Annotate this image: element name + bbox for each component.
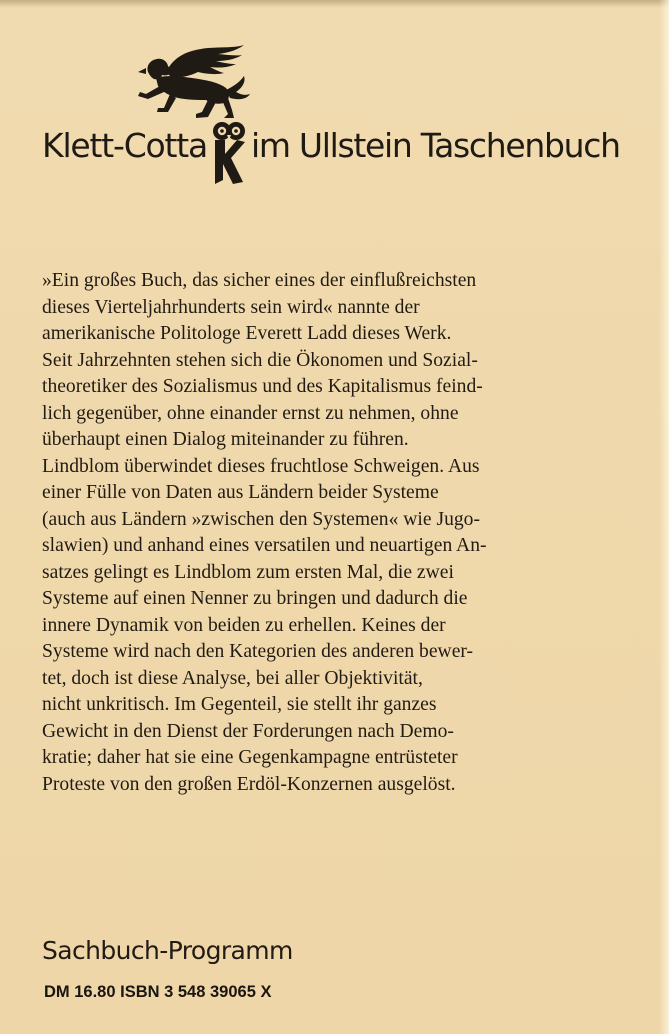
blurb-line: theoretiker des Sozialismus und des Kapitalismus feind- [42,376,483,397]
top-edge-shadow [0,0,669,8]
blurb-line: nicht unkritisch. Im Gegenteil, sie stellt ihr ganzes [42,694,437,715]
right-edge-highlight [659,0,669,1034]
blurb-line: einer Fülle von Daten aus Ländern beider Systeme [42,482,439,503]
owl-monogram-icon [209,120,249,186]
publisher-line [42,120,620,190]
blurb-line: Systeme wird nach den Kategorien des anderen bewer- [42,641,474,662]
blurb-line: satzes gelingt es Lindblom zum ersten Mal, die zwei [42,561,454,583]
blurb-line: Lindblom überwindet dieses fruchtlose Schweigen. Aus [42,455,480,477]
blurb-line: Seit Jahrzehnten stehen sich die Ökonomen und Sozial- [42,349,478,371]
publisher-name: Klett-Cotta [42,126,208,165]
blurb-line: amerikanische Politologe Everett Ladd dieses Werk. [42,323,452,344]
griffin-icon [126,42,254,124]
blurb-line: tet, doch ist diese Analyse, bei aller Objektivität, [42,667,423,689]
blurb-line: überhaupt einen Dialog miteinander zu führen. [42,429,409,450]
program-label: Sachbuch-Programm [42,936,293,965]
blurb-text [42,268,582,798]
blurb-line: innere Dynamik von beiden zu erhellen. Keines der [42,614,446,636]
blurb-line: kratie; daher hat sie eine Gegenkampagne entrüsteter [42,747,458,768]
blurb-line: dieses Vierteljahrhunderts sein wird« nannte der [42,296,420,318]
blurb-line: lich gegenüber, ohne einander ernst zu nehmen, ohne [42,402,459,424]
blurb-line: Proteste von den großen Erdöl-Konzernen ausgelöst. [42,773,456,795]
blurb-line: »Ein großes Buch, das sicher eines der einflußreichsten [42,270,477,291]
blurb-line: Gewicht in den Dienst der Forderungen nach Demo- [42,720,454,742]
blurb-line: Systeme auf einen Nenner zu bringen und dadurch die [42,588,468,609]
price-isbn: DM 16.80 ISBN 3 548 39065 X [44,983,272,1001]
blurb-line: (auch aus Ländern »zwischen den Systemen« wie Jugo- [42,508,481,530]
blurb-line: slawien) und anhand eines versatilen und neuartigen An- [42,535,487,556]
series-name: im Ullstein Taschenbuch [251,126,620,165]
